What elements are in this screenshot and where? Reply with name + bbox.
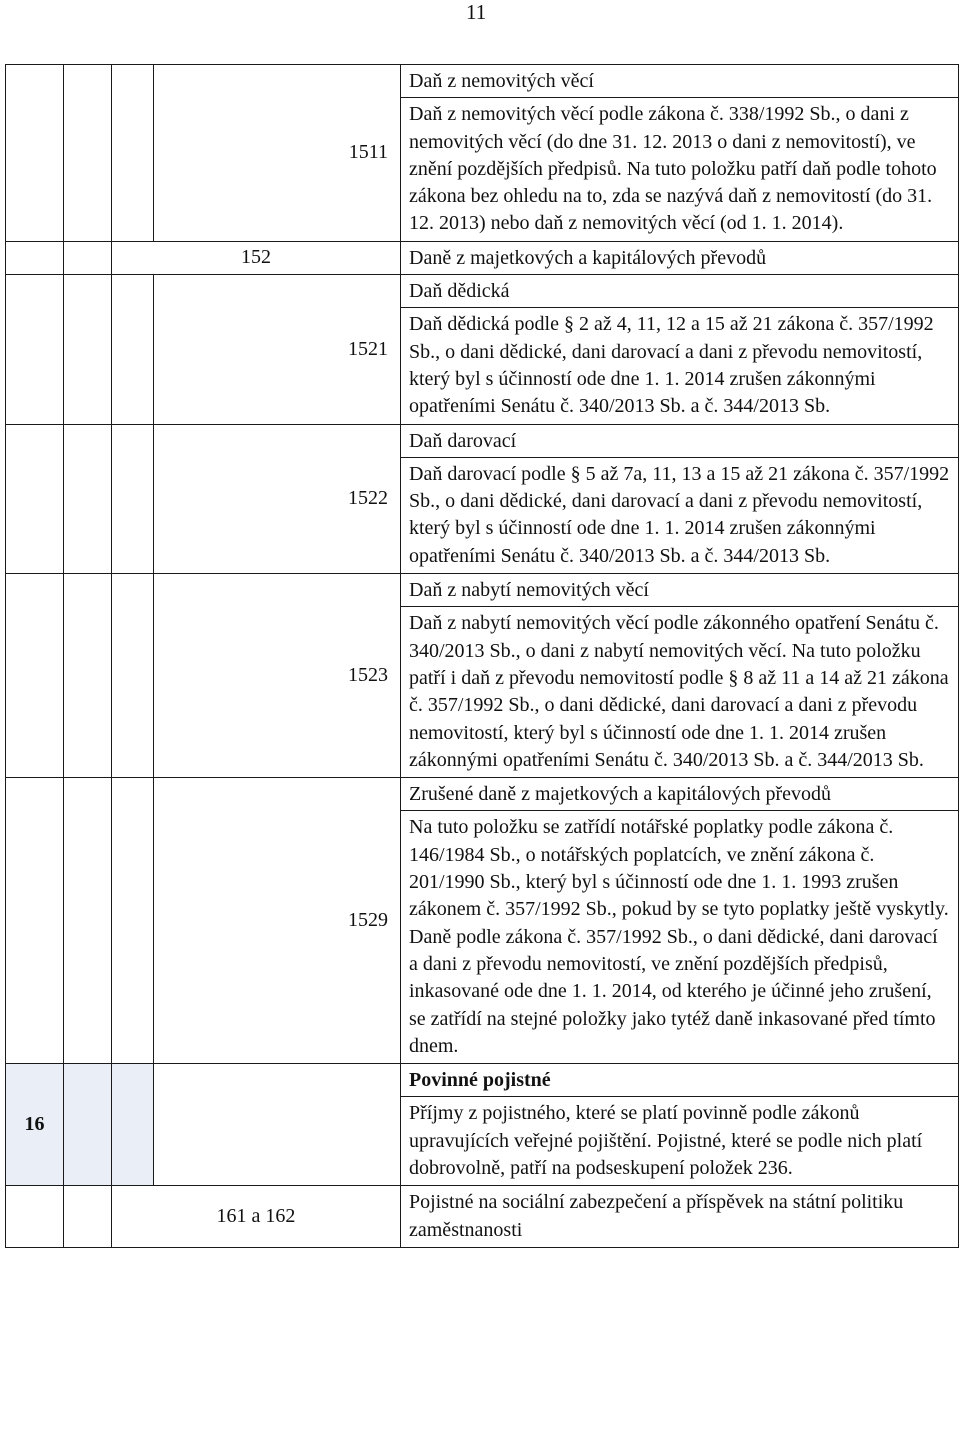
item-code: 1522 (154, 424, 401, 573)
item-description: Daň dědická podle § 2 až 4, 11, 12 a 15 až 21 zákona č. 357/1992 Sb., o dani dědické, dani darovací a dani z převodu nemovitostí, který byl s účinností ode dne 1. 1. 2014 zrušen zákonnými opatřeními Senátu č. 340/2013 Sb. a č. 344/2013 Sb. (401, 308, 959, 424)
class-description: Příjmy z pojistného, které se platí povinně podle zákonů upravujících veřejné pojištění. Pojistné, které se podle nich platí dobrovolně, patří na podseskupení položek 236. (401, 1097, 959, 1186)
class-title: Povinné pojistné (401, 1064, 959, 1097)
item-code: 1521 (154, 275, 401, 424)
group-cell (64, 424, 112, 573)
table-row (6, 1064, 959, 1097)
item-title: Daň darovací (401, 424, 959, 457)
item-code: 1529 (154, 778, 401, 1064)
subgroup-cell (112, 574, 154, 778)
group-cell (64, 241, 112, 274)
group-cell (64, 778, 112, 1064)
item-description: Na tuto položku se zatřídí notářské poplatky podle zákona č. 146/1984 Sb., o notářských poplatcích, ve znění zákona č. 201/1990 Sb., který byl s účinností ode dne 1. 1. 1993 zrušen zákonem č. 357/1992 Sb., pokud by se tyto poplatky ještě vyskytly. Daně podle zákona č. 357/1992 Sb., o dani dědické, dani darovací a dani z převodu nemovitostí, ve znění pozdějších předpisů, inkasované ode dne 1. 1. 2014, od kterého je účinné jeho zrušení, se zatřídí na stejné položky jako tytéž daně inkasované před tímto dnem. (401, 811, 959, 1064)
item-description: Daň z nabytí nemovitých věcí podle zákonného opatření Senátu č. 340/2013 Sb., o dani z nabytí nemovitých věcí. Na tuto položku patří i daň z převodu nemovitostí podle § 8 až 11 a 14 až 21 zákona č. 357/1992 Sb., o dani dědické, dani darovací a dani z převodu nemovitostí, který byl s účinností ode dne 1. 1. 2014 zrušen zákonnými opatřeními Senátu č. 340/2013 Sb. a č. 344/2013 Sb. (401, 607, 959, 778)
item-description: Daň z nemovitých věcí podle zákona č. 338/1992 Sb., o dani z nemovitých věcí (do dne 31. 12. 2013 o dani z nemovitostí), ve znění pozdějších předpisů. Na tuto položku patří daň podle tohoto zákona bez ohledu na to, zda se nazývá daň z nemovitostí (do 31. 12. 2013) nebo daň z nemovitých věcí (od 1. 1. 2014). (401, 98, 959, 241)
group-cell (64, 574, 112, 778)
subgroup-cell (112, 424, 154, 573)
class-cell (6, 574, 64, 778)
group-cell (64, 275, 112, 424)
table-row (6, 65, 959, 98)
table-row (6, 1186, 959, 1248)
group-cell (64, 1186, 112, 1248)
subgroup-code: 152 (112, 241, 401, 274)
group-cell (64, 1064, 112, 1186)
item-title: Daň dědická (401, 275, 959, 308)
class-cell (6, 778, 64, 1064)
class-cell (6, 275, 64, 424)
subgroup-cell (112, 65, 154, 242)
subgroup-cell (112, 1064, 154, 1186)
subgroup-title: Daně z majetkových a kapitálových převodů (401, 241, 959, 274)
table-row (6, 241, 959, 274)
class-cell (6, 424, 64, 573)
item-code: 1511 (154, 65, 401, 242)
table-row (6, 778, 959, 811)
class-cell (6, 241, 64, 274)
item-description: Daň darovací podle § 5 až 7a, 11, 13 a 15 až 21 zákona č. 357/1992 Sb., o dani dědické, dani darovací a dani z převodu nemovitostí, který byl s účinností ode dne 1. 1. 2014 zrušen zákonnými opatřeními Senátu č. 340/2013 Sb. a č. 344/2013 Sb. (401, 457, 959, 573)
item-code (154, 1064, 401, 1186)
subgroup-title: Pojistné na sociální zabezpečení a příspěvek na státní politiku zaměstnanosti (401, 1186, 959, 1248)
subgroup-cell (112, 275, 154, 424)
budget-classification-table (5, 64, 959, 1248)
class-cell (6, 1186, 64, 1248)
subgroup-cell (112, 778, 154, 1064)
table-row (6, 424, 959, 457)
item-title: Daň z nabytí nemovitých věcí (401, 574, 959, 607)
table-row (6, 275, 959, 308)
class-cell (6, 65, 64, 242)
item-title: Zrušené daně z majetkových a kapitálových převodů (401, 778, 959, 811)
page-number: 11 (466, 0, 487, 24)
item-code: 1523 (154, 574, 401, 778)
table-row (6, 574, 959, 607)
group-cell (64, 65, 112, 242)
class-code: 16 (6, 1064, 64, 1186)
item-title: Daň z nemovitých věcí (401, 65, 959, 98)
subgroup-code: 161 a 162 (112, 1186, 401, 1248)
